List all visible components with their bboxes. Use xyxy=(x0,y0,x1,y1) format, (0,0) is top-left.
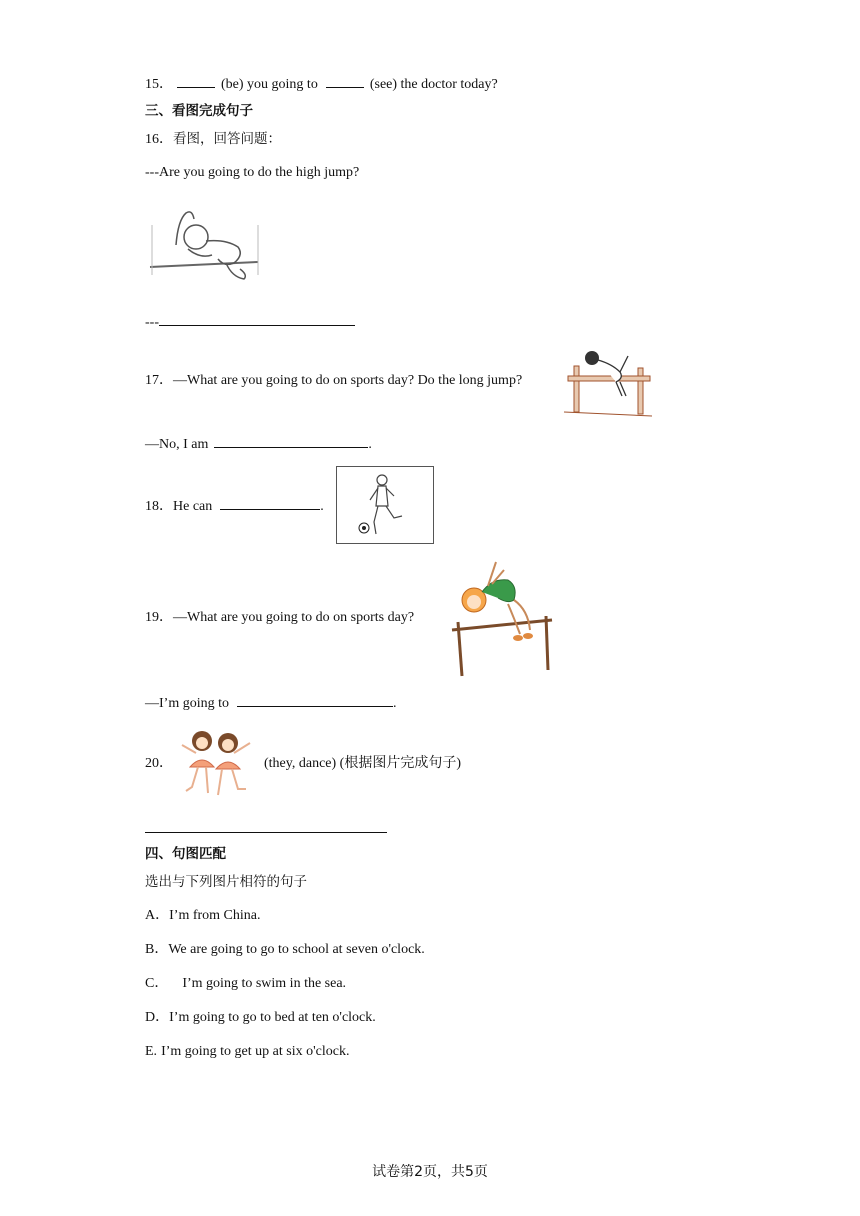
question-text: (see) the doctor today? xyxy=(369,77,498,92)
answer-blank[interactable] xyxy=(326,74,364,88)
option-label: B． xyxy=(145,942,169,957)
question-20-hint: (they, dance) (根据图片完成句子) xyxy=(264,756,461,771)
option-label: D． xyxy=(145,1010,170,1025)
question-18 xyxy=(145,496,324,516)
question-text: (be) you going to xyxy=(221,77,318,92)
question-17-answer xyxy=(145,434,372,454)
answer-prefix: --- xyxy=(145,315,159,330)
question-number: 19． xyxy=(145,610,173,625)
question-number: 15． xyxy=(145,77,173,92)
option-text: I’m going to get up at six o'clock. xyxy=(161,1044,350,1059)
question-text: —What are you going to do on sports day? Do the long jump? xyxy=(173,373,523,388)
option-text: I’m going to go to bed at ten o'clock. xyxy=(169,1010,376,1025)
option-text: We are going to go to school at seven o'clock. xyxy=(168,942,425,957)
high-jump-picture xyxy=(148,205,263,290)
question-16-text: ---Are you going to do the high jump? xyxy=(145,165,360,180)
page-footer: 试卷第2页，共5页 xyxy=(372,1164,488,1180)
section-title: 三、看图完成句子 xyxy=(145,103,253,119)
answer-suffix: . xyxy=(393,696,397,711)
question-16-answer xyxy=(145,312,355,332)
instruction-text: 看图，回答问题： xyxy=(173,131,281,147)
answer-blank[interactable] xyxy=(177,74,215,88)
option-text: I’m from China. xyxy=(169,908,261,923)
football-picture xyxy=(336,466,434,544)
answer-blank[interactable] xyxy=(214,434,368,448)
option-a xyxy=(145,907,261,925)
answer-suffix: . xyxy=(368,437,372,452)
answer-prefix: —I’m going to xyxy=(145,696,229,711)
question-19 xyxy=(145,609,414,627)
option-b xyxy=(145,941,425,959)
option-c xyxy=(145,975,346,993)
answer-blank[interactable] xyxy=(220,496,320,510)
question-number: 17． xyxy=(145,373,173,388)
option-d xyxy=(145,1009,376,1027)
option-label: E. xyxy=(145,1044,158,1059)
question-number: 18． xyxy=(145,499,173,514)
option-e xyxy=(145,1043,349,1061)
option-label: C． xyxy=(145,976,169,991)
section-title: 四、句图匹配 xyxy=(145,846,226,862)
question-20-number: 20． xyxy=(145,756,173,771)
question-15 xyxy=(145,74,498,94)
answer-blank[interactable] xyxy=(237,693,393,707)
high-jump-picture-2 xyxy=(562,346,654,420)
question-19-answer xyxy=(145,693,397,713)
question-17 xyxy=(145,372,522,390)
dancing-girls-picture xyxy=(176,723,256,805)
question-20-answer-blank[interactable] xyxy=(145,832,387,833)
option-text: I’m going to swim in the sea. xyxy=(182,976,347,991)
answer-blank[interactable] xyxy=(159,312,355,326)
answer-suffix: . xyxy=(320,499,324,514)
question-text: He can xyxy=(173,499,213,514)
high-jump-girl-picture xyxy=(448,556,556,678)
answer-prefix: —No, I am xyxy=(145,437,209,452)
section-instruction: 选出与下列图片相符的句子 xyxy=(145,874,307,890)
option-label: A． xyxy=(145,908,170,923)
question-number: 16． xyxy=(145,132,173,147)
question-16-instruction xyxy=(145,130,281,149)
question-text: —What are you going to do on sports day? xyxy=(173,610,415,625)
